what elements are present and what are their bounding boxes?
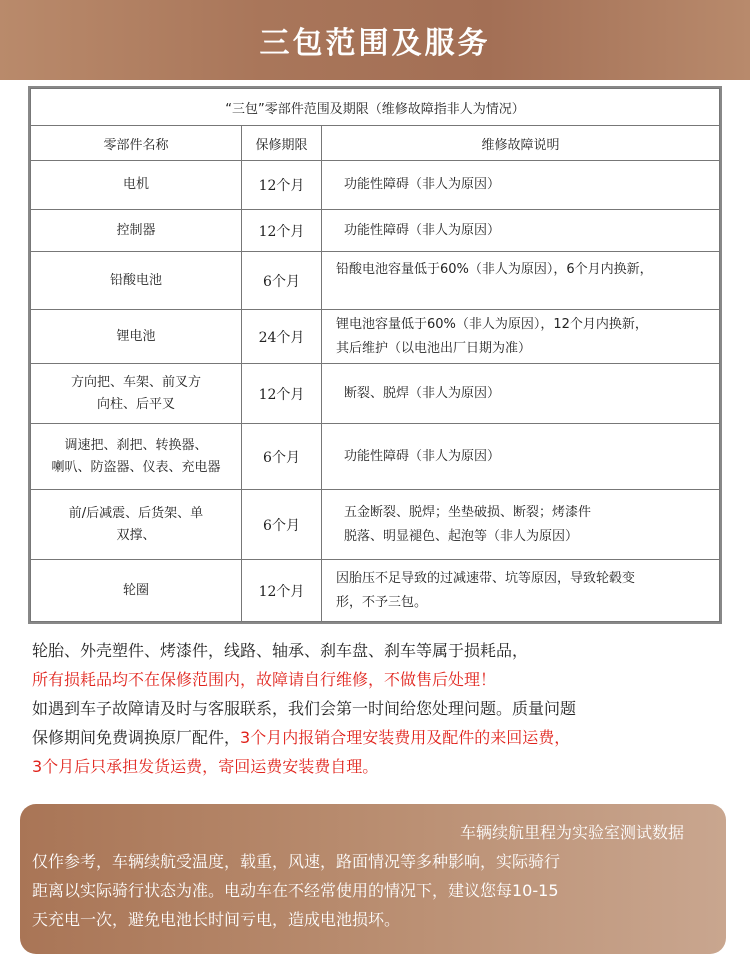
warranty-table bbox=[30, 88, 720, 622]
warranty-period: 12个月 bbox=[242, 364, 322, 424]
warranty-period: 6个月 bbox=[242, 252, 322, 310]
note-line: 3个月后只承担发货运费，寄回运费安装费自理。 bbox=[32, 757, 379, 776]
part-name: 铅酸电池 bbox=[31, 252, 242, 310]
note-line: 轮胎、外壳塑件、烤漆件，线路、轴承、刹车盘、刹车等属于损耗品， bbox=[32, 641, 529, 660]
title-banner bbox=[0, 0, 750, 80]
table-row bbox=[31, 424, 720, 490]
fault-description: 锂电池容量低于60%（非人为原因），12个月内换新， 其后维护（以电池出厂日期为准） bbox=[322, 310, 720, 364]
table-row bbox=[31, 490, 720, 560]
fault-description: 因胎压不足导致的过减速带、坑等原因，导致轮毂变 形，不予三包。 bbox=[322, 560, 720, 622]
fault-description: 铅酸电池容量低于60%（非人为原因），6个月内换新， bbox=[322, 252, 720, 310]
warranty-period: 12个月 bbox=[242, 161, 322, 210]
warranty-notes bbox=[32, 636, 732, 781]
table-row bbox=[31, 560, 720, 622]
note-line-warning: 所有损耗品均不在保修范围内，故障请自行维修，不做售后处理！ bbox=[32, 670, 497, 689]
warranty-period: 12个月 bbox=[242, 210, 322, 252]
page-title: 三包范围及服务 bbox=[259, 26, 491, 61]
part-name: 调速把、刹把、转换器、 喇叭、防盗器、仪表、充电器 bbox=[31, 424, 242, 490]
part-name: 电机 bbox=[31, 161, 242, 210]
warranty-table-frame bbox=[28, 86, 722, 624]
table-row bbox=[31, 364, 720, 424]
part-name: 方向把、车架、前叉方 向柱、后平叉 bbox=[31, 364, 242, 424]
note-line: 如遇到车子故障请及时与客服联系，我们会第一时间给您处理问题。质量问题 bbox=[32, 699, 577, 718]
fault-description: 断裂、脱焊（非人为原因） bbox=[322, 364, 720, 424]
note-highlight: 3个月后只承担发货运费， bbox=[32, 757, 219, 776]
part-name: 轮圈 bbox=[31, 560, 242, 622]
warranty-period: 6个月 bbox=[242, 424, 322, 490]
notice-title: 车辆续航里程为实验室测试数据 bbox=[459, 823, 684, 842]
warranty-period: 6个月 bbox=[242, 490, 322, 560]
part-name: 前/后减震、后货架、单 双撑、 bbox=[31, 490, 242, 560]
header-fault-description: 维修故障说明 bbox=[322, 126, 720, 161]
table-row bbox=[31, 310, 720, 364]
fault-description: 功能性障碍（非人为原因） bbox=[322, 210, 720, 252]
table-row bbox=[31, 210, 720, 252]
warranty-period: 12个月 bbox=[242, 560, 322, 622]
fault-description: 功能性障碍（非人为原因） bbox=[322, 161, 720, 210]
header-part-name: 零部件名称 bbox=[31, 126, 242, 161]
notice-line: 天充电一次，避免电池长时间亏电，造成电池损坏。 bbox=[32, 910, 401, 929]
table-row bbox=[31, 161, 720, 210]
range-notice-box bbox=[20, 804, 726, 954]
fault-description: 功能性障碍（非人为原因） bbox=[322, 424, 720, 490]
part-name: 控制器 bbox=[31, 210, 242, 252]
part-name: 锂电池 bbox=[31, 310, 242, 364]
note-line: 保修期间免费调换原厂配件，3个月内报销合理安装费用及配件的来回运费， bbox=[32, 728, 571, 747]
table-row bbox=[31, 252, 720, 310]
notice-line: 距离以实际骑行状态为准。电动车在不经常使用的情况下，建议您每10-15 bbox=[32, 881, 559, 900]
warranty-period: 24个月 bbox=[242, 310, 322, 364]
table-header-row bbox=[31, 126, 720, 161]
note-highlight: 3个月内报销合理安装费用及配件的来回运费， bbox=[240, 728, 571, 747]
fault-description: 五金断裂、脱焊；坐垫破损、断裂；烤漆件 脱落、明显褪色、起泡等（非人为原因） bbox=[322, 490, 720, 560]
table-caption: “三包”零部件范围及期限（维修故障指非人为情况） bbox=[31, 89, 720, 126]
header-warranty-period: 保修期限 bbox=[242, 126, 322, 161]
notice-line: 仅作参考，车辆续航受温度，载重，风速，路面情况等多种影响，实际骑行 bbox=[32, 852, 561, 871]
